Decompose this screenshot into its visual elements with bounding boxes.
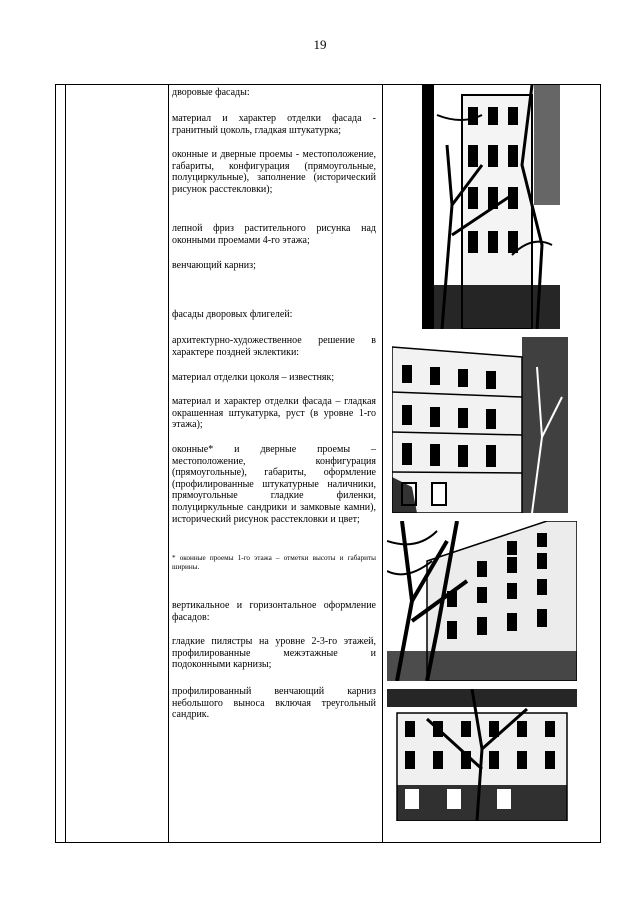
photo-wing-facade-trees [387,521,577,681]
paragraph: материал и характер отделки фасада – гладкая окрашенная штукатурка, руст (в уровне 1-го этажа); [172,396,376,431]
column-divider [382,85,383,842]
paragraph: вертикальное и горизонтальное оформление фасадов: [172,600,376,623]
paragraph: венчающий карниз; [172,260,256,271]
paragraph: дворовые фасады: [172,87,250,98]
column-divider [168,85,169,842]
footnote: * оконные проемы 1-го этажа – отметки высоты и габариты ширины. [172,554,376,571]
paragraph: лепной фриз растительного рисунка над оконными проемами 4-го этажа; [172,223,376,246]
paragraph: материал отделки цоколя – известняк; [172,372,335,383]
paragraph: фасады дворовых флигелей: [172,309,293,320]
photo-facade-lower-floors [387,689,577,821]
paragraph: оконные и дверные проемы - местоположение, габариты, конфигурация (прямоугольные, полуциркульные), заполнение (исторический рисунок расстекловки); [172,149,376,195]
paragraph: гладкие пилястры на уровне 2-3-го этажей, профилированные межэтажные и подоконными карнизы; [172,636,376,671]
paragraph: профилированный венчающий карниз небольшого выноса включая треугольный сандрик. [172,686,376,721]
paragraph: материал и характер отделки фасада - гранитный цоколь, гладкая штукатурка; [172,113,376,136]
photo-courtyard-facade [422,85,560,329]
facade-photo-image [387,521,577,681]
facade-photo-image [392,337,568,513]
description-column [172,87,376,842]
facade-photo-image [422,85,560,329]
photo-wing-facade [392,337,568,513]
page-number: 19 [313,37,327,52]
paragraph: оконные* и дверные проемы – местоположение, конфигурация (прямоугольные), габариты, оформление (профилированные штукатурные наличники, прямоугольные гладкие филенки, полуциркульные сандрики и замковые камни), исторический рисунок расстекловки и цвет; [172,444,376,525]
register-table [55,84,601,843]
column-divider [65,85,66,842]
paragraph: архитектурно-художественное решение в характере поздней эклектики: [172,335,376,358]
facade-photo-image [387,689,577,821]
